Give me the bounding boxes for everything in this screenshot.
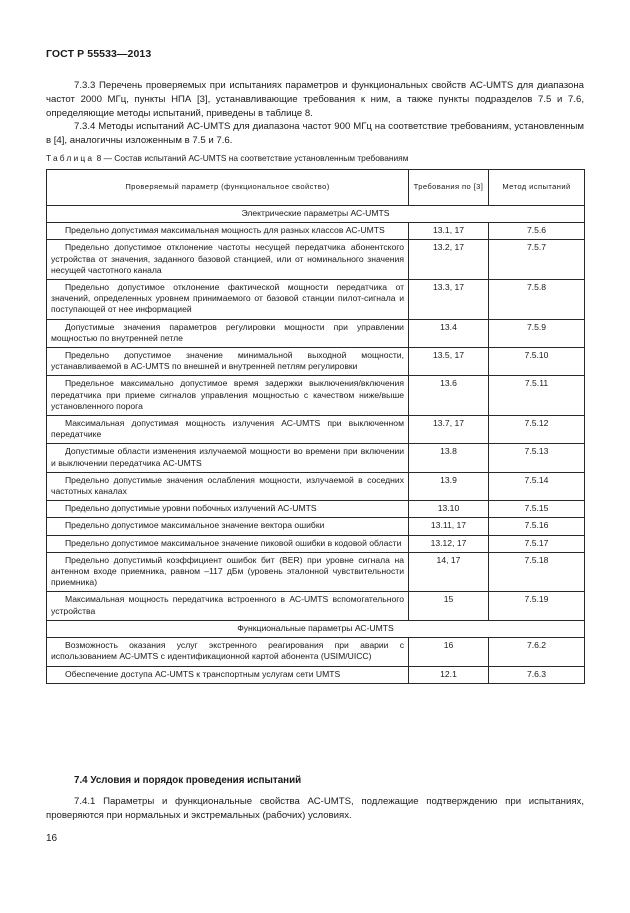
table-caption [46, 153, 408, 164]
method-cell: 7.5.7 [489, 240, 585, 280]
req-cell: 13.2, 17 [409, 240, 489, 280]
paragraph-7-3-4: 7.3.4 Методы испытаний АС-UMTS для диапазона частот 900 МГц на соответствие требованиям, установленным в [4], аналогичны изложенным в 7.5 и 7.6. [46, 121, 584, 147]
req-cell: 13.5, 17 [409, 348, 489, 376]
param-cell [47, 592, 409, 620]
method-cell: 7.5.6 [489, 223, 585, 240]
table-section-row [47, 206, 585, 223]
param-cell [47, 416, 409, 444]
table-row [47, 444, 585, 472]
table-row [47, 416, 585, 444]
header-param: Проверяемый параметр (функциональное свойство) [47, 170, 409, 206]
param-text: Допустимые области изменения излучаемой мощности во времени при включении и выключении передатчика АС-UMTS [51, 446, 404, 468]
param-text: Допустимые значения параметров регулировки мощности при управлении мощностью по внутренней петле [51, 321, 404, 343]
method-cell: 7.5.13 [489, 444, 585, 472]
paragraph-7-3-3: 7.3.3 Перечень проверяемых при испытаниях параметров и функциональных свойств АС-UMTS для диапазона частот 2000 МГц, пункты НПА [3], устанавливающие требования к ним, а также пункты подразделов 7.5 и 7.6, определяющие методы испытаний, приведены в таблице 8. [46, 80, 584, 119]
param-cell [47, 280, 409, 320]
param-text: Предельно допустимое максимальное значение пиковой ошибки в кодовой области [65, 537, 402, 548]
table-row [47, 240, 585, 280]
param-text: Предельно допустимое отклонение частоты несущей передатчика абонентского устройства от значения, заданного базовой станцией, или от номинального значения несущей частотного канала [51, 242, 404, 275]
table-row [47, 280, 585, 320]
method-cell: 7.5.11 [489, 376, 585, 416]
table-row [47, 552, 585, 592]
param-text: Предельно допустимое максимальное значение вектора ошибки [65, 520, 325, 531]
param-cell [47, 518, 409, 535]
param-text: Обеспечение доступа АС-UMTS к транспортным услугам сети UMTS [65, 668, 341, 679]
table-body [47, 206, 585, 684]
table-row [47, 518, 585, 535]
req-cell: 13.3, 17 [409, 280, 489, 320]
param-cell [47, 348, 409, 376]
req-cell: 15 [409, 592, 489, 620]
method-cell: 7.5.17 [489, 535, 585, 552]
param-text: Максимальная допустимая мощность излучения АС-UMTS при выключенном передатчике [51, 418, 404, 440]
table-section-row [47, 620, 585, 637]
param-text: Предельно допустимое отклонение фактической мощности передатчика от значений, определенных уровнем принимаемого от базовой станции пилот-сигнала и поступающей от нее информацией [51, 282, 404, 315]
param-text: Предельно допустимые значения ослабления мощности, излучаемой в соседних частотных каналах [51, 474, 404, 497]
section-title-cell: Функциональные параметры АС-UMTS [47, 620, 585, 637]
req-cell: 13.10 [409, 501, 489, 518]
param-cell [47, 638, 409, 666]
paragraph-7-4-1: 7.4.1 Параметры и функциональные свойства АС-UMTS, подлежащие подтверждению при испытаниях, проверяются при нормальных и экстремальных (рабочих) условиях. [46, 796, 584, 821]
intro-text [46, 79, 584, 148]
req-cell: 13.9 [409, 472, 489, 500]
param-text: Максимальная мощность передатчика встроенного в АС-UMTS вспомогательного устройства [51, 594, 404, 616]
table-row [47, 535, 585, 552]
param-cell [47, 240, 409, 280]
method-cell: 7.5.19 [489, 592, 585, 620]
section-7-4-text [46, 795, 584, 823]
req-cell: 13.8 [409, 444, 489, 472]
requirements-table [46, 169, 585, 684]
table-row [47, 319, 585, 347]
table-row [47, 501, 585, 518]
table-row [47, 666, 585, 683]
req-cell: 13.12, 17 [409, 535, 489, 552]
document-code-header: ГОСТ Р 55533—2013 [46, 48, 152, 60]
table-row [47, 472, 585, 500]
table-row [47, 638, 585, 666]
method-cell: 7.6.2 [489, 638, 585, 666]
section-title-7-4: 7.4 Условия и порядок проведения испытаний [74, 775, 302, 786]
method-cell: 7.5.10 [489, 348, 585, 376]
param-cell [47, 444, 409, 472]
req-cell: 13.6 [409, 376, 489, 416]
method-cell: 7.5.14 [489, 472, 585, 500]
req-cell: 13.11, 17 [409, 518, 489, 535]
table-caption-label: Таблица [46, 153, 95, 163]
method-cell: 7.5.18 [489, 552, 585, 592]
header-req: Требования по [3] [409, 170, 489, 206]
param-cell [47, 472, 409, 500]
req-cell: 13.7, 17 [409, 416, 489, 444]
method-cell: 7.5.8 [489, 280, 585, 320]
method-cell: 7.5.16 [489, 518, 585, 535]
table-row [47, 223, 585, 240]
param-cell [47, 552, 409, 592]
param-cell [47, 223, 409, 240]
table-row [47, 348, 585, 376]
req-cell: 13.1, 17 [409, 223, 489, 240]
table-header-row [47, 170, 585, 206]
table-row [47, 592, 585, 620]
param-text: Предельно допустимая максимальная мощность для разных классов АС-UMTS [65, 225, 385, 236]
param-text: Предельно допустимый коэффициент ошибок бит (BER) при уровне сигнала на антенном входе приемника, равном –117 дБм (уровень эталонной чувствительности приемника) [51, 554, 404, 588]
method-cell: 7.5.15 [489, 501, 585, 518]
req-cell: 14, 17 [409, 552, 489, 592]
param-cell [47, 535, 409, 552]
param-text: Возможность оказания услуг экстренного реагирования при аварии с использованием АС-UMTS с идентификационной картой абонента (USIM/UICC) [51, 640, 404, 662]
table-caption-text: 8 — Состав испытаний АС-UMTS на соответствие установленным требованиям [96, 153, 409, 163]
method-cell: 7.6.3 [489, 666, 585, 683]
param-text: Предельно допустимое значение минимальной выходной мощности, устанавливаемой в АС-UMTS по внешней и внутренней петлям регулировки [51, 350, 404, 372]
page-number: 16 [46, 833, 58, 844]
req-cell: 13.4 [409, 319, 489, 347]
param-cell [47, 376, 409, 416]
section-title-cell: Электрические параметры АС-UMTS [47, 206, 585, 223]
method-cell: 7.5.12 [489, 416, 585, 444]
param-cell [47, 501, 409, 518]
header-method: Метод испытаний [489, 170, 585, 206]
req-cell: 12.1 [409, 666, 489, 683]
param-text: Предельное максимально допустимое время задержки выключения/включения передатчика при приеме сигналов управления мощностью с качеством ниже/выше установленного порога [51, 378, 404, 411]
table-row [47, 376, 585, 416]
method-cell: 7.5.9 [489, 319, 585, 347]
req-cell: 16 [409, 638, 489, 666]
param-text: Предельно допустимые уровни побочных излучений АС-UMTS [65, 503, 317, 514]
param-cell [47, 319, 409, 347]
param-cell [47, 666, 409, 683]
